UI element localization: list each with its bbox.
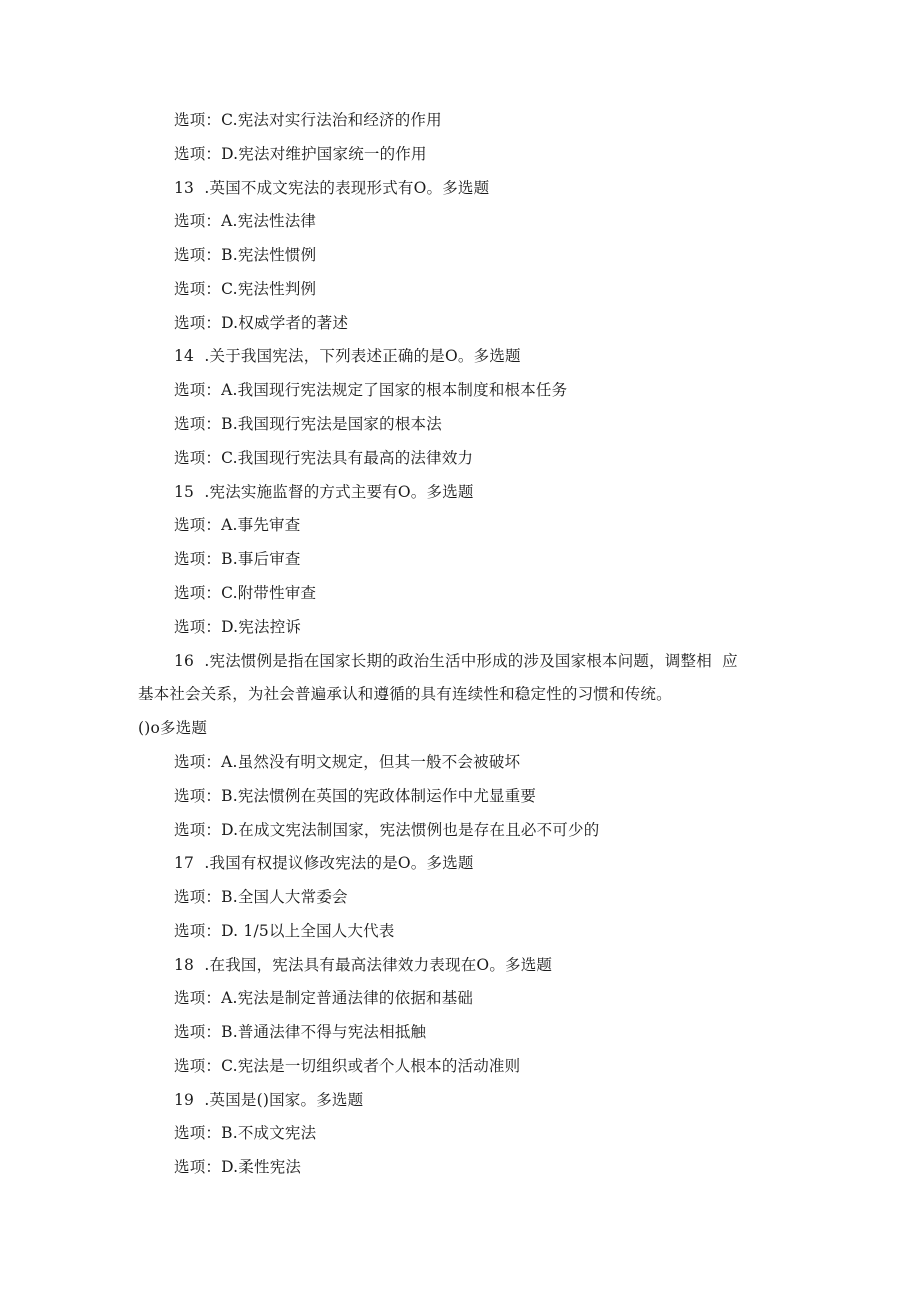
option-line: 选项：B.普通法律不得与宪法相抵触 — [174, 1023, 427, 1041]
option-line: 选项：A.虽然没有明文规定，但其一般不会被破坏 — [174, 753, 521, 771]
question-line: 14 .关于我国宪法，下列表述正确的是O。多选题 — [174, 347, 521, 365]
option-line: 选项：C.附带性审查 — [174, 584, 317, 602]
option-line: 选项：B.我国现行宪法是国家的根本法 — [174, 415, 442, 433]
option-line: 选项：D.宪法对维护国家统一的作用 — [174, 145, 427, 163]
option-line: 选项：C.宪法性判例 — [174, 280, 317, 298]
option-line: 选项：C.宪法对实行法治和经济的作用 — [174, 111, 442, 129]
option-line: 选项：D.权威学者的著述 — [174, 314, 349, 332]
option-line: 选项：B.全国人大常委会 — [174, 888, 348, 906]
option-line: 选项：C.我国现行宪法具有最高的法律效力 — [174, 449, 474, 467]
option-line: 选项：B.宪法惯例在英国的宪政体制运作中尤显重要 — [174, 787, 537, 805]
question-line: 13 .英国不成文宪法的表现形式有O。多选题 — [174, 179, 490, 197]
question-line: 17 .我国有权提议修改宪法的是O。多选题 — [174, 854, 474, 872]
option-line: 选项：B.宪法性惯例 — [174, 246, 317, 264]
option-line: 选项：D.在成文宪法制国家，宪法惯例也是存在且必不可少的 — [174, 821, 600, 839]
option-line: 选项：D. 1/5以上全国人大代表 — [174, 922, 395, 940]
question-line: 16 .宪法惯例是指在国家长期的政治生活中形成的涉及国家根本问题，调整相 应 — [174, 652, 738, 670]
question-line-continued: ()o多选题 — [138, 719, 208, 737]
question-line: 18 .在我国，宪法具有最高法律效力表现在O。多选题 — [174, 956, 553, 974]
option-line: 选项：C.宪法是一切组织或者个人根本的活动准则 — [174, 1057, 521, 1075]
question-line-continued: 基本社会关系，为社会普遍承认和遵循的具有连续性和稳定性的习惯和传统。 — [138, 685, 672, 703]
option-line: 选项：A.宪法性法律 — [174, 212, 317, 230]
option-line: 选项：A.我国现行宪法规定了国家的根本制度和根本任务 — [174, 381, 568, 399]
option-line: 选项：D.宪法控诉 — [174, 618, 302, 636]
option-line: 选项：A.宪法是制定普通法律的依据和基础 — [174, 989, 474, 1007]
option-line: 选项：B.事后审查 — [174, 550, 301, 568]
option-line: 选项：A.事先审查 — [174, 516, 301, 534]
option-line: 选项：D.柔性宪法 — [174, 1158, 302, 1176]
question-line: 19 .英国是()国家。多选题 — [174, 1091, 364, 1109]
option-line: 选项：B.不成文宪法 — [174, 1124, 317, 1142]
question-line: 15 .宪法实施监督的方式主要有O。多选题 — [174, 483, 474, 501]
